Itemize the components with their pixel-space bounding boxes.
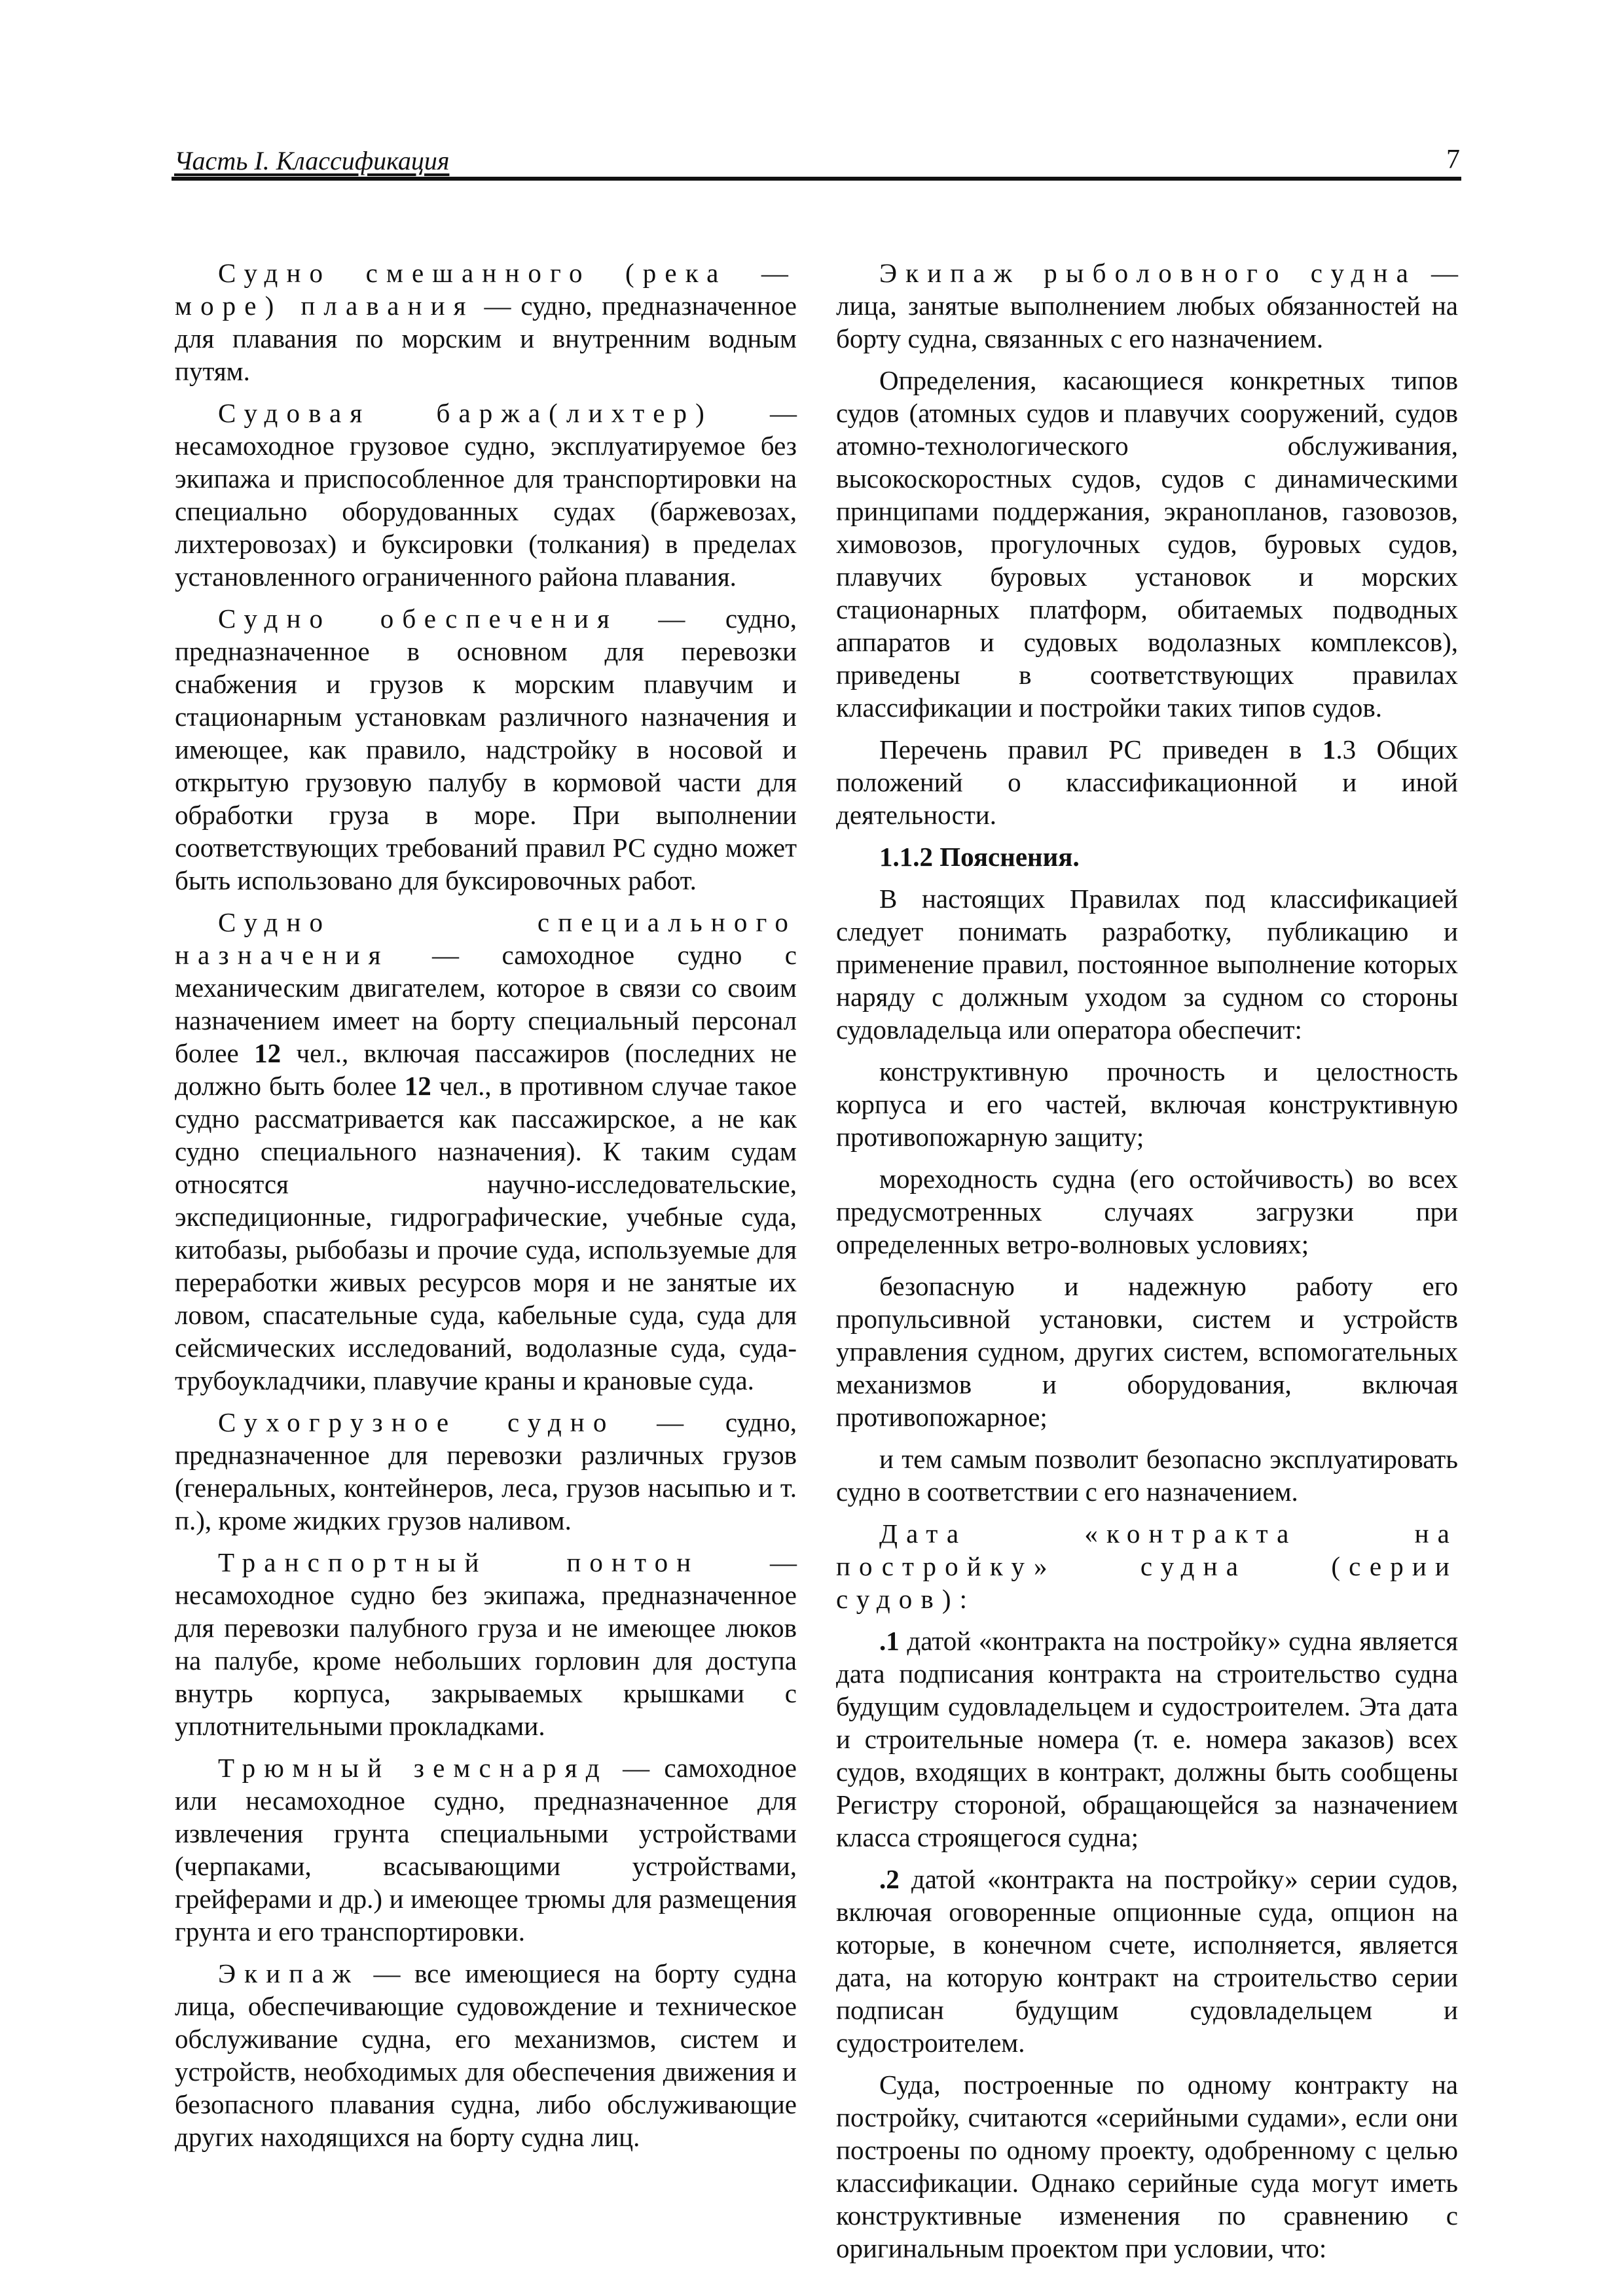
text: датой «контракта на постройку» судна является дата подписания контракта на строительство судна будущим судовладельцем и судостроителем. Эта дата и строительные номера (т. е. номера заказов) всех судов, входящих в контракт, должны быть сообщены Регистру стороной, обращающейся за назначением класса строящегося судна;: [836, 1626, 1458, 1852]
item-number: .2: [879, 1864, 900, 1894]
reference: 1: [1322, 734, 1336, 764]
term: Судно смешанного (река — море) плавания: [175, 258, 797, 321]
paragraph-supply-vessel: [175, 602, 797, 897]
right-column: [836, 257, 1458, 2274]
paragraph-safe-operation: [836, 1443, 1458, 1508]
page-number: 7: [1446, 145, 1460, 175]
paragraph-series-ships: [836, 2068, 1458, 2265]
term: Судно обеспечения: [218, 603, 618, 634]
text: конструктивную прочность и целостность корпуса и его частей, включая конструктивную противопожарную защиту;: [836, 1056, 1458, 1152]
definition: — судно, предназначенное для плавания по морским и внутренним водным путям.: [175, 291, 797, 386]
term: Судно специального назначения: [175, 907, 797, 970]
number: 12: [254, 1038, 282, 1068]
paragraph-propulsion: [836, 1270, 1458, 1433]
term: Транспортный понтон: [218, 1547, 700, 1577]
section-heading: [836, 840, 1458, 873]
definition: — судно, предназначенное для перевозки различных грузов (генеральных, контейнеров, леса, грузов насыпью и т. п.), кроме жидких грузов наливом.: [175, 1407, 797, 1535]
definition: — самоходное судно с механическим двигателем, которое в связи со своим назначением имеет на борту специальный персонал более: [175, 940, 797, 1068]
text: Перечень правил РС приведен в: [879, 734, 1322, 764]
definition: — самоходное или несамоходное судно, предназначенное для извлечения грунта специальными устройствами (черпаками, всасывающими устройствами, грейферами и др.) и имеющее трюмы для размещения грунта и его транспортировки.: [175, 1753, 797, 1946]
paragraph-seaworthiness: [836, 1162, 1458, 1261]
definition: чел., включая пассажиров (последних не должно быть более: [175, 1038, 797, 1101]
number: 12: [404, 1071, 431, 1101]
section-number: 1.1.2: [879, 842, 933, 872]
left-column: [175, 257, 797, 2162]
item-number: .1: [879, 1626, 900, 1656]
paragraph-mixed-navigation-vessel: [175, 257, 797, 387]
text: безопасную и надежную работу его пропульсивной установки, систем и устройств управления судном, других систем, вспомогательных механизмов и оборудования, включая противопожарное;: [836, 1271, 1458, 1432]
paragraph-crew: [175, 1957, 797, 2153]
paragraph-item-2: [836, 1863, 1458, 2059]
definition: — несамоходное судно без экипажа, предназначенное для перевозки палубного груза и не имеющее люков на палубе, кроме небольших горловин для доступа внутрь корпуса, закрываемых крышками с уплотнительными прокладками.: [175, 1547, 797, 1741]
paragraph-dry-cargo-ship: [175, 1406, 797, 1537]
text: мореходность судна (его остойчивость) во всех предусмотренных случаях загрузки при определенных ветро-волновых условиях;: [836, 1164, 1458, 1259]
definition: чел., в противном случае такое судно рассматривается как пассажирское, а не как судно специального назначения). К таким судам относятся научно-исследовательские, экспедиционные, гидрографические, учебные суда, китобазы, рыбобазы и прочие суда, используемые для переработки живых ресурсов моря и не занятые их ловом, спасательные суда, кабельные суда, суда для сейсмических исследований, водолазные суда, суда-трубоукладчики, плавучие краны и крановые суда.: [175, 1071, 797, 1395]
paragraph-structural-strength: [836, 1055, 1458, 1153]
text: датой «контракта на постройку» серии судов, включая оговоренные опционные суда, опцион на которые, в конечном счете, исполняется, является дата, на которую контракт на строительство серии подписан будущим судовладельцем и судостроителем.: [836, 1864, 1458, 2058]
term: Трюмный земснаряд: [218, 1753, 608, 1783]
term: Дата «контракта на постройку» судна (серии судов): [836, 1518, 1458, 1614]
paragraph-classification: [836, 882, 1458, 1046]
paragraph-contract-date: [836, 1517, 1458, 1615]
paragraph-hopper-dredger: [175, 1751, 797, 1948]
definition: — судно, предназначенное в основном для перевозки снабжения и грузов к морским плавучим и стационарным установкам различного назначения и имеющее, как правило, надстройку в носовой и открытую грузовую палубу в кормовой части для обработки груза в море. При выполнении соответствующих требований правил РС судно может быть использовано для буксировочных работ.: [175, 603, 797, 895]
header-title: Часть I. Классификация: [174, 146, 450, 175]
page-header: [172, 137, 1461, 181]
paragraph-special-purpose-ship: [175, 906, 797, 1397]
term: Сухогрузное судно: [218, 1407, 615, 1437]
section-title: Пояснения.: [933, 842, 1080, 872]
paragraph-definitions: [836, 364, 1458, 724]
text: .3 Общих положений о классификационной и иной деятельности.: [836, 734, 1459, 830]
definition: — все имеющиеся на борту судна лица, обеспечивающие судовождение и техническое обслуживание судна, его механизмов, систем и устройств, необходимых для обеспечения движения и безопасного плавания судна, либо обслуживающие других находящихся на борту судна лиц.: [175, 1958, 797, 2152]
term: Экипаж: [218, 1958, 360, 1988]
paragraph-barge: [175, 397, 797, 593]
paragraph-transport-pontoon: [175, 1546, 797, 1742]
definition: — несамоходное грузовое судно, эксплуатируемое без экипажа и приспособленное для транспортировки на специально оборудованных судах (баржевозах, лихтеровозах) и буксировки (толкания) в пределах установленного ограниченного района плавания.: [175, 398, 797, 592]
paragraph-rules-list: [836, 733, 1458, 831]
paragraph-fishing-vessel-crew: [836, 257, 1458, 355]
text: и тем самым позволит безопасно эксплуатировать судно в соответствии с его назначением.: [836, 1444, 1458, 1507]
text: :: [959, 1584, 968, 1614]
term: Экипаж рыболовного судна: [879, 258, 1417, 288]
text: Суда, построенные по одному контракту на постройку, считаются «серийными судами», если они построены по одному проекту, одобренному с целью классификации. Однако серийные суда могут иметь конструктивные изменения по сравнению с оригинальным проектом при условии, что:: [836, 2070, 1458, 2263]
definition: — лица, занятые выполнением любых обязанностей на борту судна, связанных с его назначением.: [836, 258, 1458, 353]
text: Определения, касающиеся конкретных типов судов (атомных судов и плавучих сооружений, судов атомно-технологического обслуживания, высокоскоростных судов, судов с динамическими принципами поддержания, экранопланов, газовозов, химовозов, прогулочных судов, буровых судов, плавучих буровых установок и морских стационарных платформ, обитаемых подводных аппаратов и судовых водолазных комплексов), приведены в соответствующих правилах классификации и постройки таких типов судов.: [836, 365, 1458, 723]
text: В настоящих Правилах под классификацией следует понимать разработку, публикацию и применение правил, постоянное выполнение которых наряду с должным уходом за судном со стороны судовладельца или оператора обеспечит:: [836, 884, 1458, 1045]
term: Судовая баржа(лихтер): [218, 398, 713, 428]
paragraph-item-1: [836, 1624, 1458, 1854]
